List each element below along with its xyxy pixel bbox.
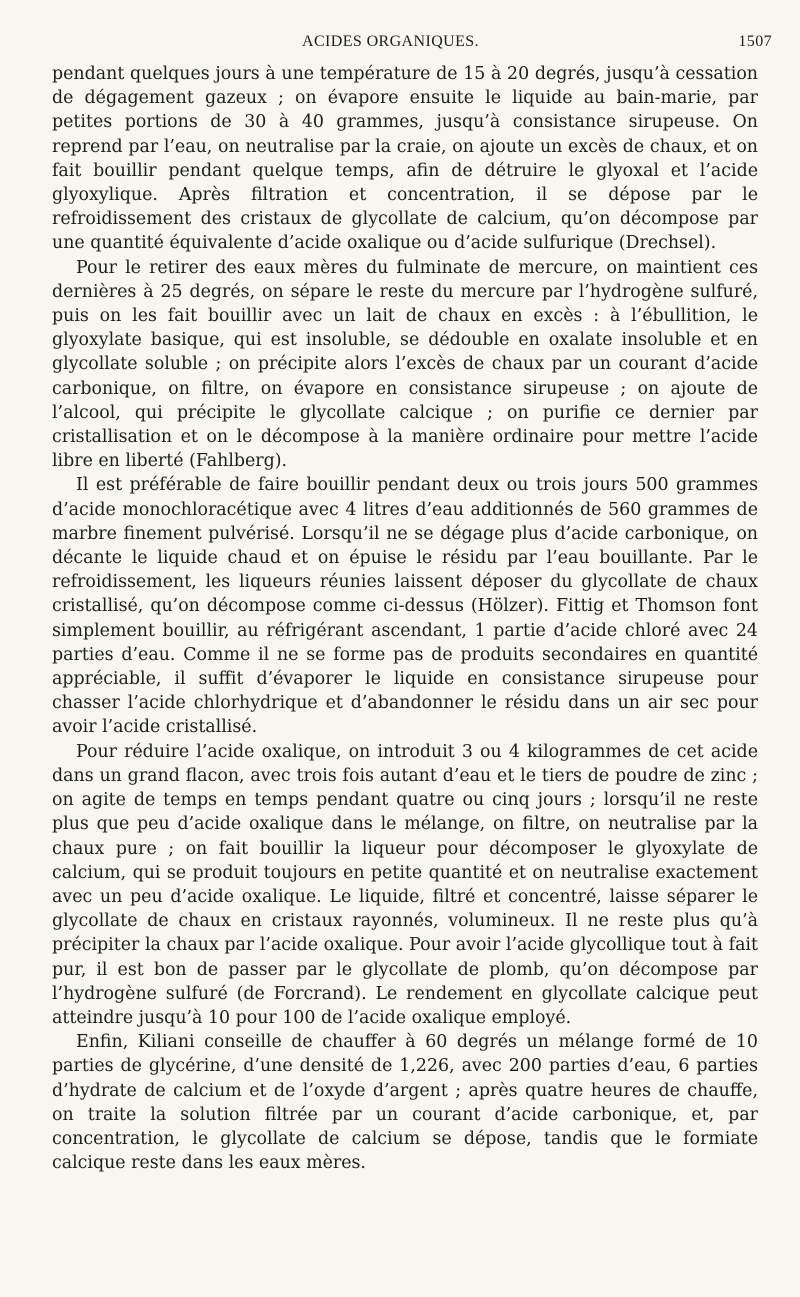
paragraph-continuation: pendant quelques jours à une température de 15 à 20 degrés, jusqu’à cessation de dégagement gazeux ; on évapore ensuite le liquide au bain-marie, par petites portions de 30 à 40 grammes, jusqu’à consistance sirupeuse. On reprend par l’eau, on neutralise par la craie, on ajoute un excès de chaux, et on fait bouillir pendant quelque temps, afin de détruire le glyoxal et l’acide glyoxylique. Après filtration et concentration, il se dépose par le refroidissement des cristaux de glycollate de calcium, qu’on décompose par une quantité équivalente d’acide oxalique ou d’acide sulfurique (Drechsel). (52, 64, 758, 254)
body-text (52, 62, 758, 1175)
paragraph-glycerine-method: Enfin, Kiliani conseille de chauffer à 60 degrés un mélange formé de 10 parties de glycérine, d’une densité de 1,226, avec 200 parties d’eau, 6 parties d’hydrate de calcium et de l’oxyde d’argent ; après quatre heures de chauffe, on traite la solution filtrée par un courant d’acide carbonique, et, par concentration, le glycollate de calcium se dépose, tandis que le formiate calcique reste dans les eaux mères. (52, 1032, 758, 1174)
page-number: 1507 (738, 33, 772, 50)
running-header (0, 33, 800, 55)
paragraph-fulminate-method: Pour le retirer des eaux mères du fulminate de mercure, on maintient ces dernières à 25 degrés, on sépare le reste du mercure par l’hydrogène sulfuré, puis on les fait bouillir avec un lait de chaux en excès : à l’ébullition, le glyoxylate basique, qui est insoluble, se dédouble en oxalate insoluble et en glycollate soluble ; on précipite alors l’excès de chaux par un courant d’acide carbonique, on filtre, on évapore en consistance sirupeuse ; on ajoute de l’alcool, qui précipite le glycollate calcique ; on purifie ce dernier par cristallisation et on le décompose à la manière ordinaire pour mettre l’acide libre en liberté (Fahlberg). (52, 257, 758, 472)
running-title: ACIDES ORGANIQUES. (302, 33, 479, 50)
paragraph-oxalic-reduction-method: Pour réduire l’acide oxalique, on introduit 3 ou 4 kilogrammes de cet acide dans un grand flacon, avec trois fois autant d’eau et le tiers de poudre de zinc ; on agite de temps en temps pendant quatre ou cinq jours ; lorsqu’il ne reste plus que peu d’acide oxalique dans le mélange, on filtre, on neutralise par la chaux pure ; on fait bouillir la liqueur pour décomposer le glyoxylate de calcium, qui se produit toujours en petite quantité et on neutralise exactement avec un peu d’acide oxalique. Le liquide, filtré et concentré, laisse séparer le glycollate de chaux en cristaux rayonnés, volumineux. Il ne reste plus qu’à précipiter la chaux par l’acide oxalique. Pour avoir l’acide glycollique tout à fait pur, il est bon de passer par le glycollate de plomb, qu’on décompose par l’hydrogène sulfuré (de Forcrand). Le rendement en glycollate calcique peut atteindre jusqu’à 10 pour 100 de l’acide oxalique employé. (52, 741, 758, 1028)
paragraph-monochloracetic-method: Il est préférable de faire bouillir pendant deux ou trois jours 500 grammes d’acide monochloracétique avec 4 litres d’eau additionnés de 560 grammes de marbre finement pulvérisé. Lorsqu’il ne se dégage plus d’acide carbonique, on décante le liquide chaud et on épuise le résidu par l’eau bouillante. Par le refroidissement, les liqueurs réunies laissent déposer du glycollate de chaux cristallisé, qu’on décompose comme ci-dessus (Hölzer). Fittig et Thomson font simplement bouillir, au réfrigérant ascendant, 1 partie d’acide chloré avec 24 parties d’eau. Comme il ne se forme pas de produits secondaires en quantité appréciable, il suffit d’évaporer le liquide en consistance sirupeuse pour chasser l’acide chlorhydrique et d’abandonner le résidu dans un air sec pour avoir l’acide cristallisé. (52, 475, 758, 738)
